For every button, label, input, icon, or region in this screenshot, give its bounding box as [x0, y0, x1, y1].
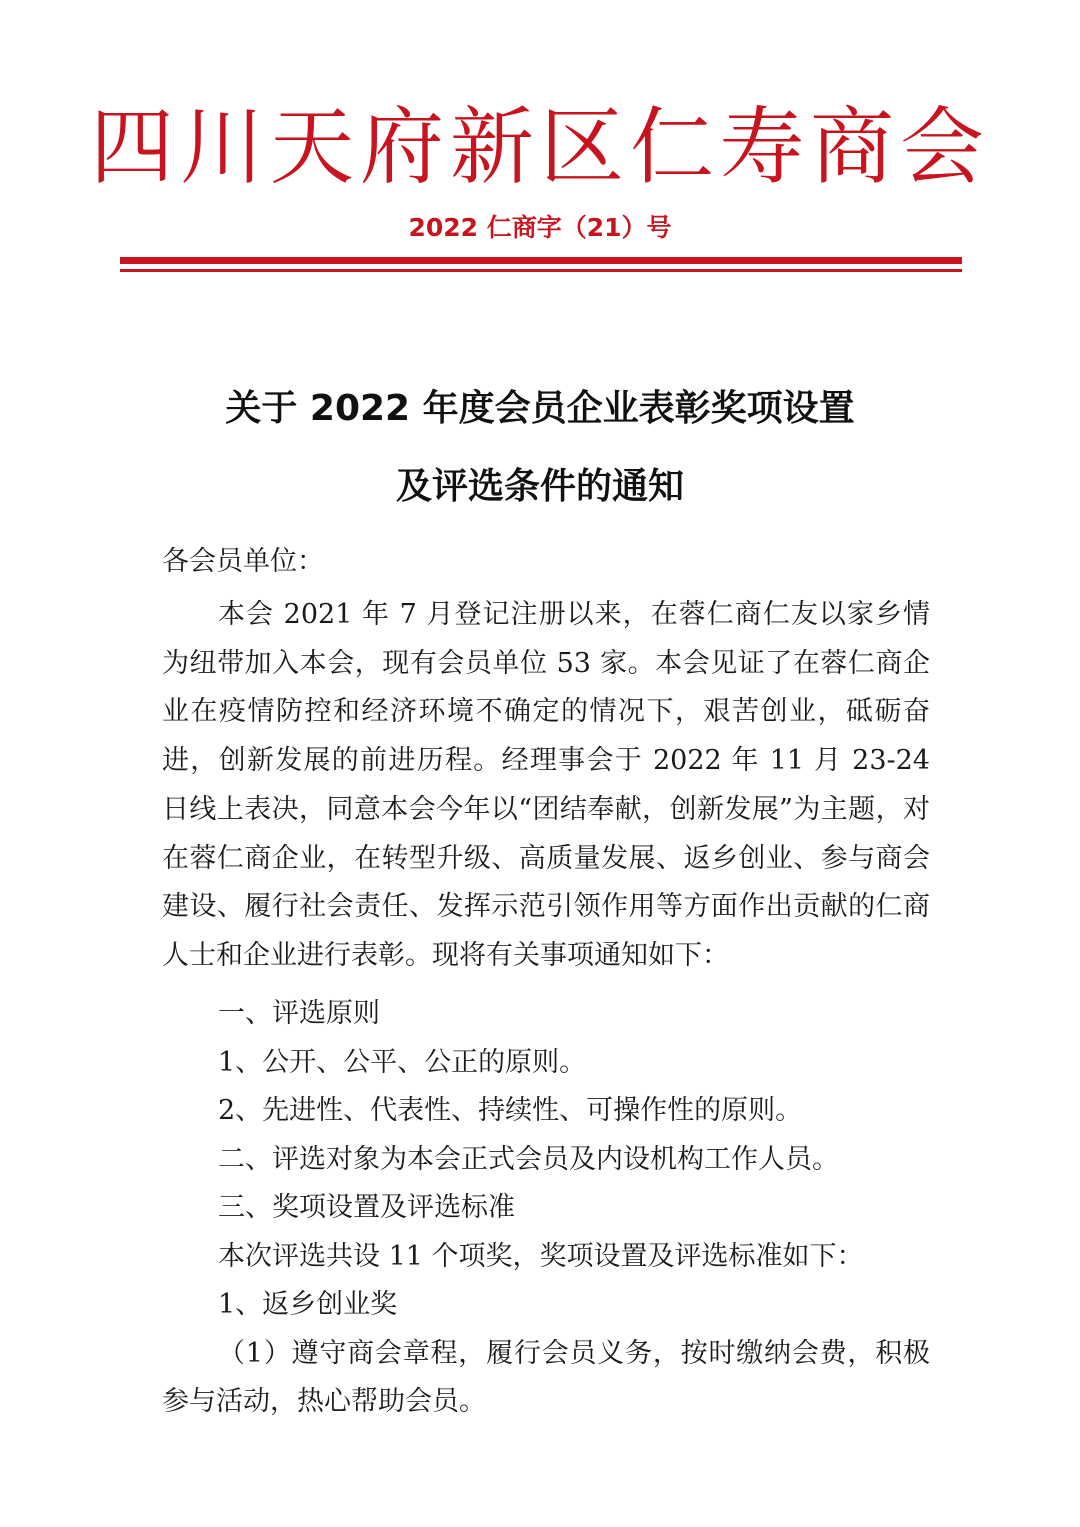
award-heading: 1、返乡创业奖 — [218, 1289, 398, 1320]
notice-items — [162, 990, 930, 1427]
section-heading-awards: 三、奖项设置及评选标准 — [218, 1192, 515, 1223]
organization-name: 四川天府新区仁寿商会 — [89, 98, 990, 196]
header-divider-thick — [120, 257, 962, 264]
document-number: 2022 仁商字（21）号 — [408, 213, 672, 242]
header-divider-thin — [120, 269, 962, 272]
document-title-line-2: 及评选条件的通知 — [395, 466, 684, 507]
list-item: 2、先进性、代表性、持续性、可操作性的原则。 — [218, 1095, 803, 1126]
section-heading-targets: 二、评选对象为本会正式会员及内设机构工作人员。 — [218, 1143, 839, 1175]
list-item: （1）遵守商会章程，履行会员义务，按时缴纳会费，积极参与活动，热心帮助会员。 — [162, 1337, 930, 1417]
section-heading-principles: 一、评选原则 — [218, 998, 380, 1029]
list-item: 1、公开、公平、公正的原则。 — [218, 1046, 587, 1078]
intro-paragraph: 本会 2021 年 7 月登记注册以来，在蓉仁商仁友以家乡情为纽带加入本会，现有会员单位 53 家。本会见证了在蓉仁商企业在疫情防控和经济环境不确定的情况下，艰苦创业，砥砺奋进，创新发展的前进历程。经理事会于 2022 年 11 月 23-24 日线上表决，同意本会今年以“团结奉献，创新发展”为主题，对在蓉仁商企业，在转型升级、高质量发展、返乡创业、参与商会建设、履行社会责任、发挥示范引领作用等方面作出贡献的仁商人士和企业进行表彰。现将有关事项通知如下： — [162, 599, 930, 971]
salutation: 各会员单位： — [162, 546, 324, 577]
list-item: 本次评选共设 11 个项奖，奖项设置及评选标准如下： — [218, 1240, 864, 1272]
document-title-line-1: 关于 2022 年度会员企业表彰奖项设置 — [225, 388, 855, 429]
